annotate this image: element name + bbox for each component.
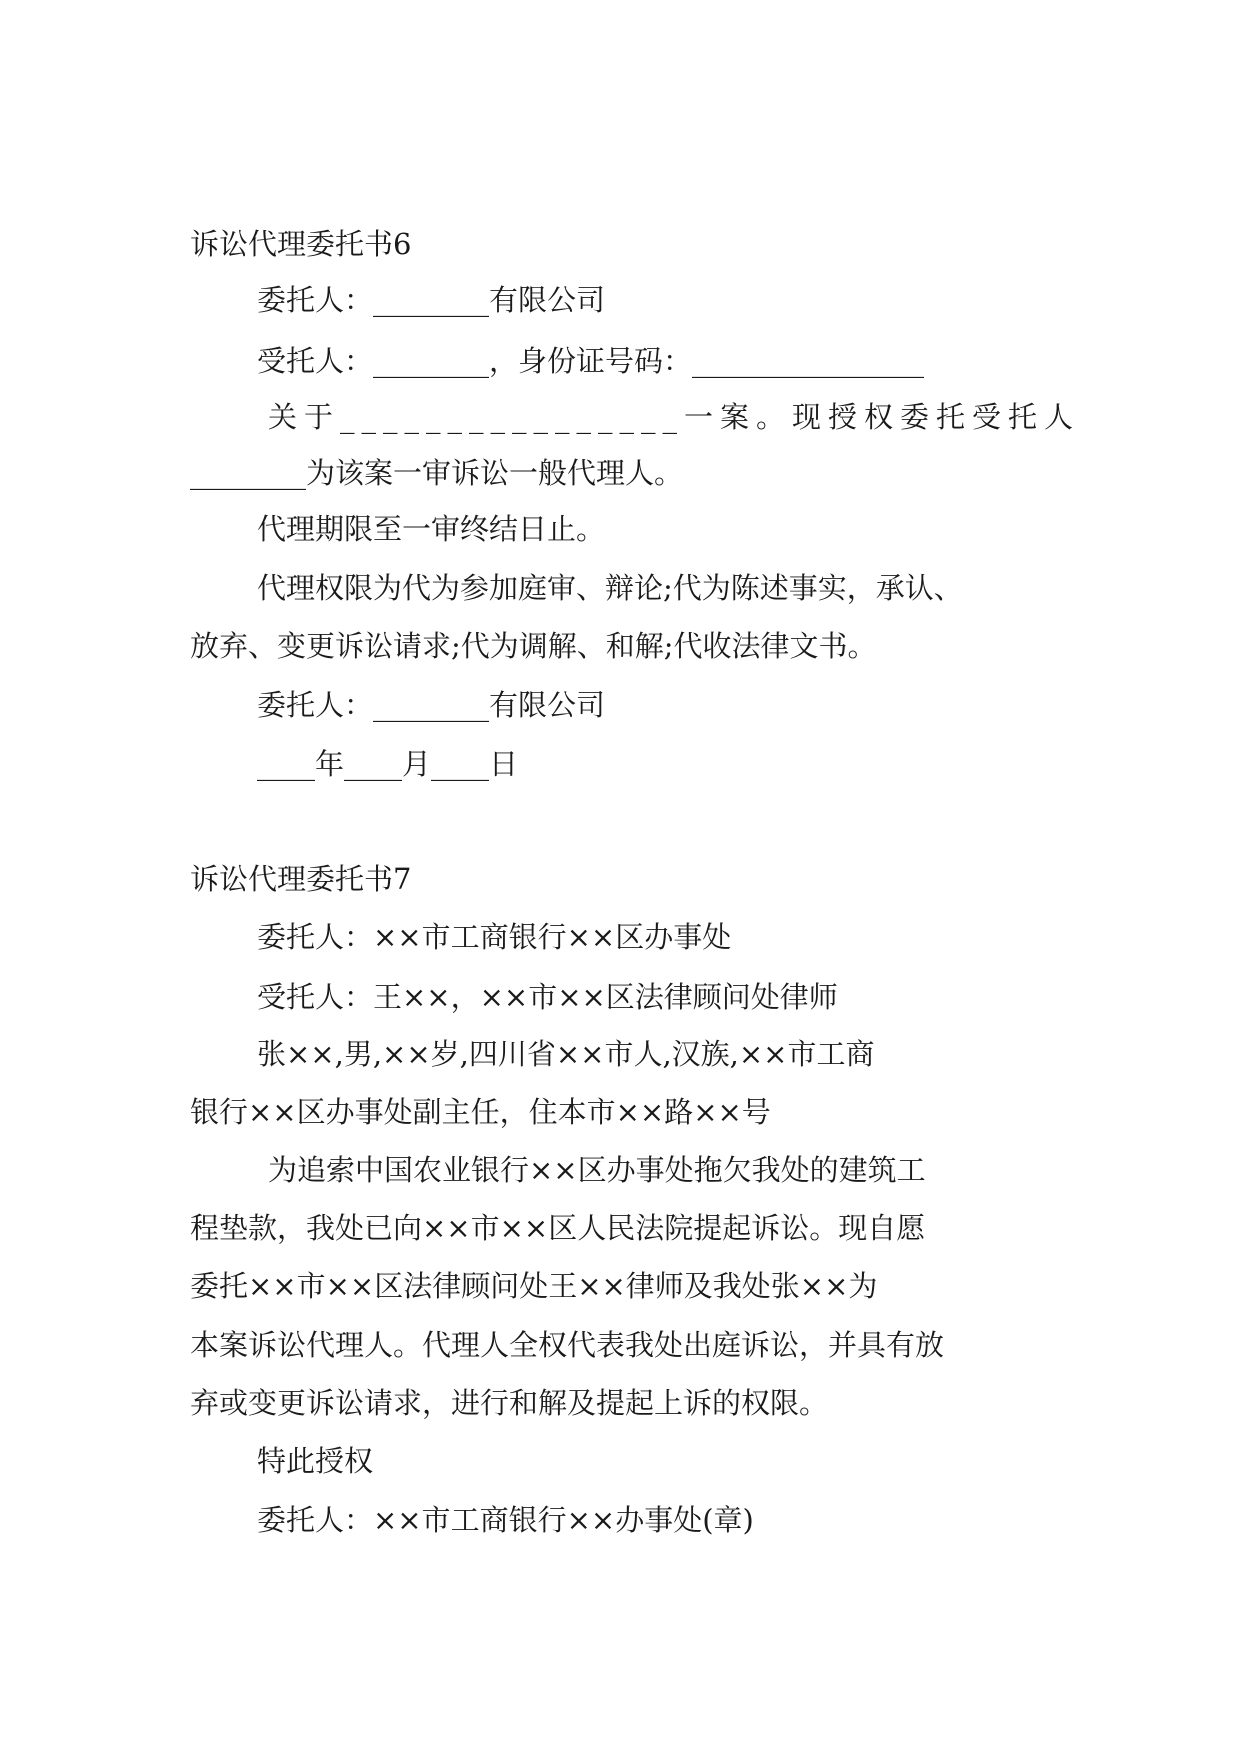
section7-agent2-cont: 银行××区办事处副主任，住本市××路××号 (190, 1095, 771, 1129)
section6-signature: 委托人：________有限公司 (257, 688, 606, 722)
section6-case-line: 关于________________一案。现授权委托受托人 (268, 400, 1081, 434)
section7-signature: 委托人：××市工商银行××办事处(章) (257, 1503, 754, 1537)
section6-date: ____年____月____日 (257, 747, 519, 781)
section7-principal: 委托人：××市工商银行××区办事处 (257, 920, 732, 954)
section6-authority: 代理权限为代为参加庭审、辩论;代为陈述事实，承认、 (257, 571, 963, 605)
section7-body-3: 委托××市××区法律顾问处王××律师及我处张××为 (190, 1269, 878, 1303)
section7-authorization: 特此授权 (257, 1444, 374, 1478)
section7-agent2: 张××,男,××岁,四川省××市人,汉族,××市工商 (257, 1037, 875, 1071)
section6-title: 诉讼代理委托书6 (190, 227, 412, 261)
section6-principal: 委托人：________有限公司 (257, 283, 606, 317)
section7-agent: 受托人：王××，××市××区法律顾问处律师 (257, 980, 838, 1014)
section6-agent: 受托人：________，身份证号码：________________ (257, 344, 925, 378)
section7-body-5: 弃或变更诉讼请求，进行和解及提起上诉的权限。 (190, 1386, 829, 1420)
section6-authority-cont: 放弃、变更诉讼请求;代为调解、和解;代收法律文书。 (190, 629, 877, 663)
section6-case-line-cont: ________为该案一审诉讼一般代理人。 (190, 456, 684, 490)
section6-term: 代理期限至一审终结日止。 (257, 512, 606, 546)
section7-title: 诉讼代理委托书7 (190, 862, 412, 896)
section7-body-1: 为追索中国农业银行××区办事处拖欠我处的建筑工 (268, 1153, 926, 1187)
section7-body-2: 程垫款，我处已向××市××区人民法院提起诉讼。现自愿 (190, 1211, 926, 1245)
section7-body-4: 本案诉讼代理人。代理人全权代表我处出庭诉讼，并具有放 (190, 1328, 945, 1362)
